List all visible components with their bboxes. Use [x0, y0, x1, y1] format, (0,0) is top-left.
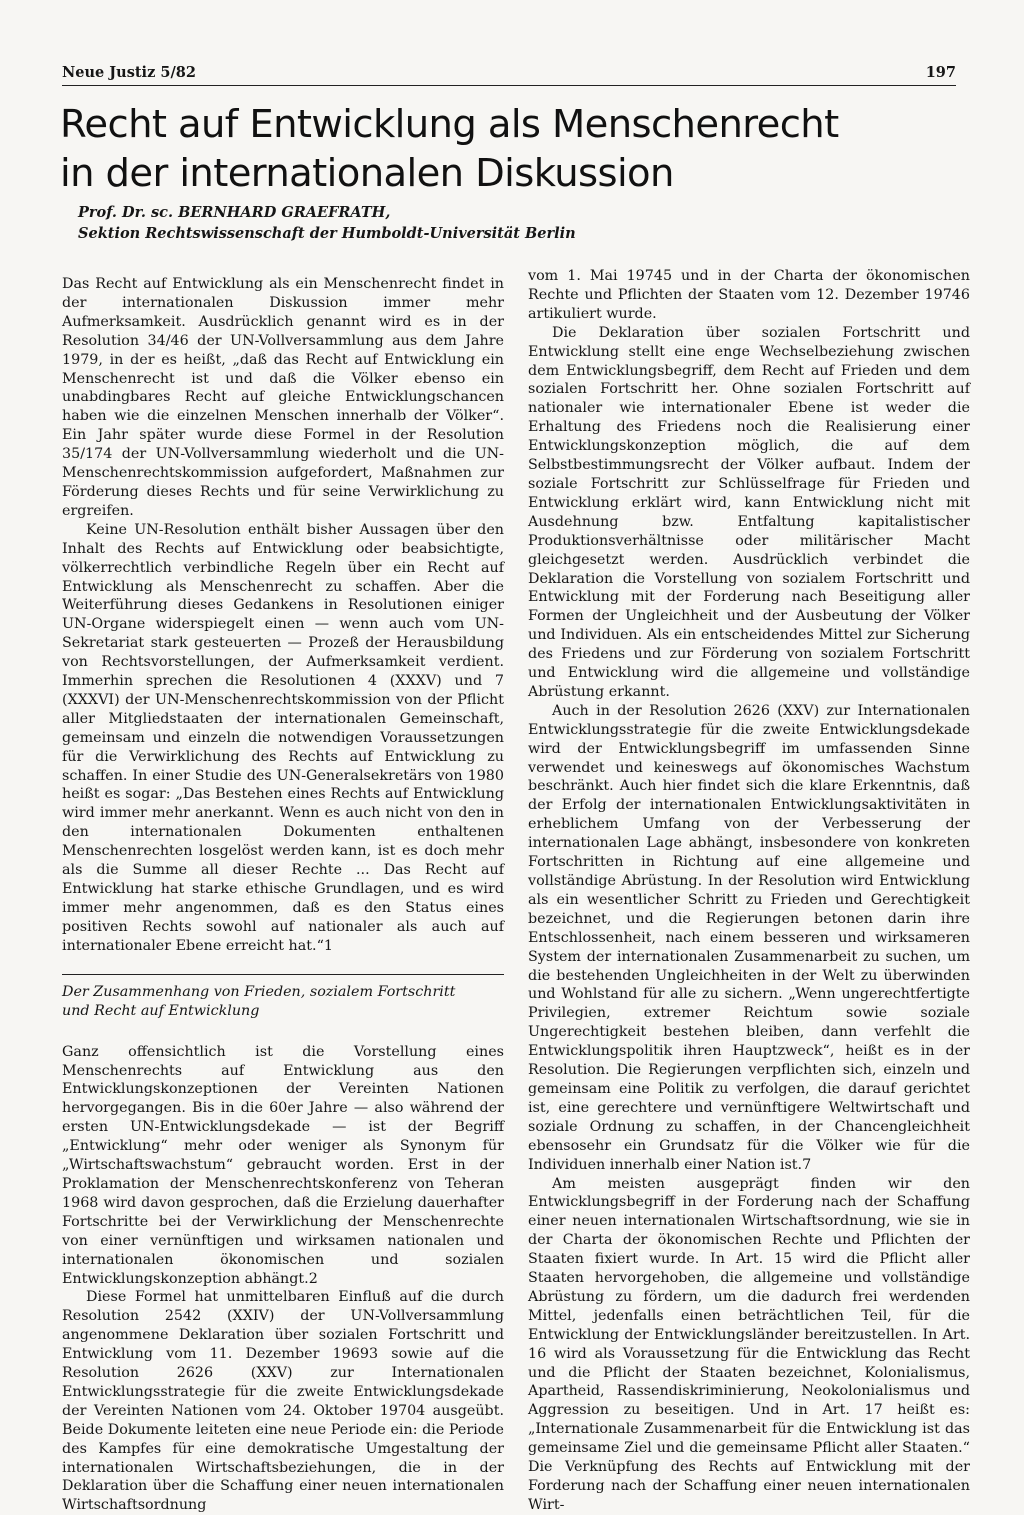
article-title: [60, 100, 940, 198]
byline: [78, 202, 678, 244]
journal-name: Neue Justiz 5/82: [62, 64, 196, 81]
author-name: Prof. Dr. sc. BERNHARD GRAEFRATH,: [78, 204, 391, 221]
paragraph: Die Deklaration über sozialen Fortschritt und Entwicklung stellt eine enge Wechselbeziehung zwischen dem Entwicklungsbegriff, dem Recht auf Frieden und dem sozialen Fortschritt her. Ohne sozialen Fortschritt auf nationaler wie internationaler Ebene ist weder die Erhaltung des Friedens noch die Realisierung einer Entwicklungskonzeption möglich, die auf dem Selbstbestimmungsrecht der Völker aufbaut. Indem der soziale Fortschritt zur Schlüsselfrage für Frieden und Entwicklung erklärt wird, kann Entwicklung nicht mit Ausdehnung bzw. Entfaltung kapitalistischer Produktionsverhältnisse oder militärischer Macht gleichgesetzt werden. Ausdrücklich verbindet die Deklaration die Vorstellung von sozialem Fortschritt und Entwicklung mit der Forderung nach Beseitigung aller Formen der Ungleichheit und der Ausbeutung der Völker und Individuen. Als ein entscheidendes Mittel zur Sicherung des Friedens und zur Förderung von sozialem Fortschritt und Entwicklung wird die allgemeine und vollständige Abrüstung erkannt.: [528, 324, 970, 700]
title-line-2: in der internationalen Diskussion: [60, 151, 674, 196]
page-number: 197: [925, 64, 956, 81]
author-affiliation: Sektion Rechtswissenschaft der Humboldt-Universität Berlin: [78, 225, 576, 242]
paragraph: Am meisten ausgeprägt finden wir den Entwicklungsbegriff in der Forderung nach der Schaffung einer neuen internationalen Wirtschaftsordnung, wie sie in der Charta der ökonomischen Rechte und Pflichten der Staaten fixiert wurde. In Art. 15 wird die Pflicht aller Staaten hervorgehoben, die allgemeine und vollständige Abrüstung zu fördern, um die dadurch frei werdenden Mittel, jedenfalls einen beträchtlichen Teil, für die Entwicklung der Entwicklungsländer bereitzustellen. In Art. 16 wird als Voraussetzung für die Entwicklung das Recht und die Pflicht der Staaten bezeichnet, Kolonialismus, Apartheid, Rassendiskriminierung, Neokolonialismus und Aggression zu beseitigen. Und in Art. 17 heißt es: „Internationale Zusammenarbeit für die Entwicklung ist das gemeinsame Ziel und die gemeinsame Pflicht aller Staaten.“ Die Verknüpfung des Rechts auf Entwicklung mit der Forderung nach der Schaffung einer neuen internationalen Wirt-: [528, 1175, 970, 1513]
section-heading: [62, 983, 504, 1021]
running-head: [62, 64, 956, 86]
header-rule: [62, 85, 956, 86]
left-column: [62, 275, 504, 1515]
paragraph: Ganz offensichtlich ist die Vorstellung eines Menschenrechts auf Entwicklung aus den Entwicklungskonzeptionen der Vereinten Nationen hervorgegangen. Bis in die 60er Jahre — also während der ersten UN-Entwicklungsdekade — ist der Begriff „Entwicklung“ mehr oder weniger als Synonym für „Wirtschaftswachstum“ gebraucht worden. Erst in der Proklamation der Menschenrechtskonferenz von Teheran 1968 wird davon gesprochen, daß die Erzielung dauerhafter Fortschritte bei der Verwirklichung der Menschenrechte von einer vernünftigen und wirksamen nationalen und internationalen ökonomischen und sozialen Entwicklungskonzeption abhängt.2: [62, 1043, 504, 1287]
section-heading-line-1: Der Zusammenhang von Frieden, sozialem Fortschritt: [62, 983, 456, 1000]
paragraph: Keine UN-Resolution enthält bisher Aussagen über den Inhalt des Rechts auf Entwicklung oder beabsichtigte, völkerrechtlich verbindliche Regeln über ein Recht auf Entwicklung als Menschenrecht zu schaffen. Aber die Weiterführung dieses Gedankens in Resolutionen einiger UN-Organe widerspiegelt einen — wenn auch vom UN-Sekretariat stark gesteuerten — Prozeß der Herausbildung von Rechtsvorstellungen, der Aufmerksamkeit verdient. Immerhin sprechen die Resolutionen 4 (XXXV) und 7 (XXXVI) der UN-Menschenrechtskommission von der Pflicht aller Mitgliedstaaten der internationalen Gemeinschaft, gemeinsam und einzeln die notwendigen Voraussetzungen für die Verwirklichung des Rechts auf Entwicklung zu schaffen. In einer Studie des UN-Generalsekretärs von 1980 heißt es sogar: „Das Bestehen eines Rechts auf Entwicklung wird immer mehr anerkannt. Wenn es auch nicht von den in den internationalen Dokumenten enthaltenen Menschenrechten losgelöst werden kann, ist es doch mehr als die Summe all dieser Rechte ... Das Recht auf Entwicklung hat starke ethische Grundlagen, und es wird immer mehr angenommen, daß es den Status eines positiven Rechts sowohl auf nationaler als auch auf internationaler Ebene erreicht hat.“1: [62, 521, 504, 954]
section-heading-line-2: und Recht auf Entwicklung: [62, 1002, 260, 1019]
paragraph: vom 1. Mai 19745 und in der Charta der ökonomischen Rechte und Pflichten der Staaten vom 12. Dezember 19746 artikuliert wurde.: [528, 268, 970, 322]
paragraph: Diese Formel hat unmittelbaren Einfluß auf die durch Resolution 2542 (XXIV) der UN-Vollversammlung angenommene Deklaration über sozialen Fortschritt und Entwicklung vom 11. Dezember 19693 sowie auf die Resolution 2626 (XXV) zur Internationalen Entwicklungsstrategie für die zweite Entwicklungsdekade der Vereinten Nationen vom 24. Oktober 19704 ausgeübt. Beide Dokumente leiteten eine neue Periode ein: die Periode des Kampfes für eine demokratische Umgestaltung der internationalen Wirtschaftsbeziehungen, die in der Deklaration über die Schaffung einer neuen internationalen Wirtschaftsordnung: [62, 1289, 504, 1514]
paragraph: Auch in der Resolution 2626 (XXV) zur Internationalen Entwicklungsstrategie für die zweite Entwicklungsdekade wird der Entwicklungsbegriff im umfassenden Sinne verwendet und keineswegs auf ökonomisches Wachstum beschränkt. Auch hier findet sich die klare Erkenntnis, daß der Erfolg der internationalen Entwicklungsaktivitäten in erheblichem Umfang von der Verbesserung der internationalen Lage abhängt, insbesondere von konkreten Fortschritten in Richtung auf eine allgemeine und vollständige Abrüstung. In der Resolution wird Entwicklung als ein wesentlicher Schritt zu Frieden und Gerechtigkeit bezeichnet, und die Regierungen betonen darin ihre Entschlossenheit, nach einem besseren und wirksameren System der internationalen Zusammenarbeit zu suchen, um die bestehenden Ungleichheiten in der Welt zu überwinden und Wohlstand für alle zu sichern. „Wenn ungerechtfertigte Privilegien, extremer Reichtum sowie soziale Ungerechtigkeit bestehen bleiben, dann verfehlt die Entwicklungspolitik ihren Hauptzweck“, heißt es in der Resolution. Die Regierungen verpflichten sich, einzeln und gemeinsam eine Politik zu verfolgen, die darauf gerichtet ist, eine gerechtere und vernünftigere Weltwirtschaft und soziale Ordnung zu schaffen, in der Chancengleichheit ebensosehr ein Grundsatz für die Völker wie für die Individuen innerhalb einer Nation ist.7: [528, 702, 970, 1173]
paragraph: Das Recht auf Entwicklung als ein Menschenrecht findet in der internationalen Diskussion immer mehr Aufmerksamkeit. Ausdrücklich genannt wird es in der Resolution 34/46 der UN-Vollversammlung aus dem Jahre 1979, in der es heißt, „daß das Recht auf Entwicklung ein Menschenrecht ist und daß die Völker ebenso ein unabdingbares Recht auf gleiche Entwicklungschancen haben wie die einzelnen Menschen innerhalb der Völker“. Ein Jahr später wurde diese Formel in der Resolution 35/174 der UN-Vollversammlung wiederholt und die UN-Menschenrechtskommission aufgefordert, Maßnahmen zur Förderung dieses Rechts und für seine Verwirklichung zu ergreifen.: [62, 276, 504, 519]
section-rule: [62, 974, 504, 975]
title-line-1: Recht auf Entwicklung als Menschenrecht: [60, 102, 839, 147]
right-column: [528, 267, 970, 1515]
